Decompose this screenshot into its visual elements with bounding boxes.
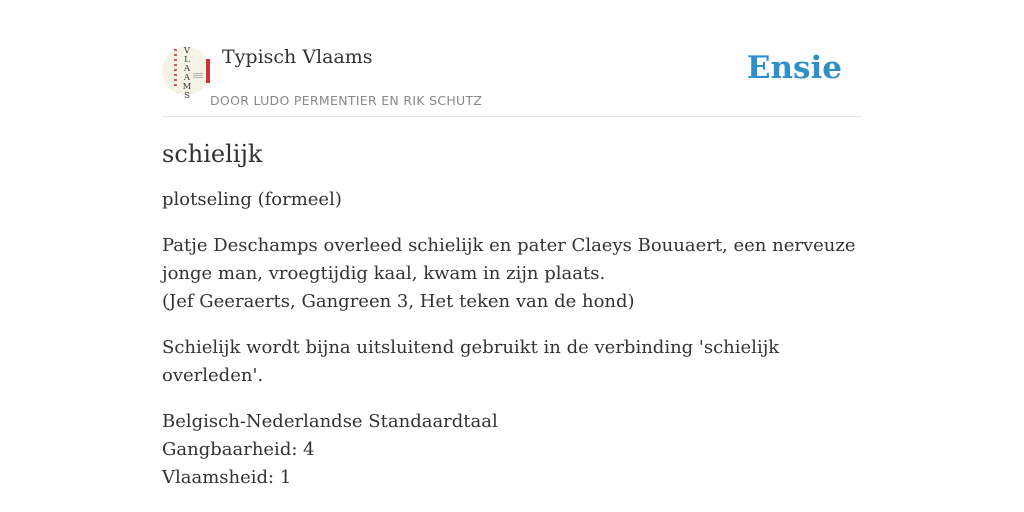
site-title-link[interactable]: Typisch Vlaams bbox=[222, 46, 373, 68]
author-byline[interactable]: DOOR LUDO PERMENTIER EN RIK SCHUTZ bbox=[210, 93, 483, 108]
entry-usage-note: Schielijk wordt bijna uitsluitend gebruikt in de verbinding 'schielijk overleden'. bbox=[162, 337, 780, 386]
logo-edge-stripe bbox=[206, 59, 210, 83]
language-variety: Belgisch-Nederlandse Standaardtaal bbox=[162, 411, 498, 432]
typisch-vlaams-logo[interactable] bbox=[162, 46, 210, 101]
entry-quote bbox=[162, 232, 872, 316]
entry-definition: plotseling (formeel) bbox=[162, 189, 342, 210]
entry-content bbox=[162, 136, 872, 492]
logo-fine-print bbox=[193, 73, 203, 79]
vlaamsheid-score: Vlaamsheid: 1 bbox=[162, 467, 292, 488]
ensie-brand-link[interactable]: Ensie bbox=[746, 50, 842, 86]
entry-term: schielijk bbox=[162, 140, 263, 168]
gangbaarheid-score: Gangbaarheid: 4 bbox=[162, 439, 315, 460]
entry-metadata bbox=[162, 408, 872, 492]
site-header bbox=[162, 0, 862, 117]
logo-letters: V L A A M S bbox=[182, 46, 192, 101]
quote-text: Patje Deschamps overleed schielijk en pater Claeys Bouuaert, een nerveuze jonge man, vroegtijdig kaal, kwam in zijn plaats. bbox=[162, 235, 856, 284]
quote-source: (Jef Geeraerts, Gangreen 3, Het teken van de hond) bbox=[162, 291, 635, 312]
